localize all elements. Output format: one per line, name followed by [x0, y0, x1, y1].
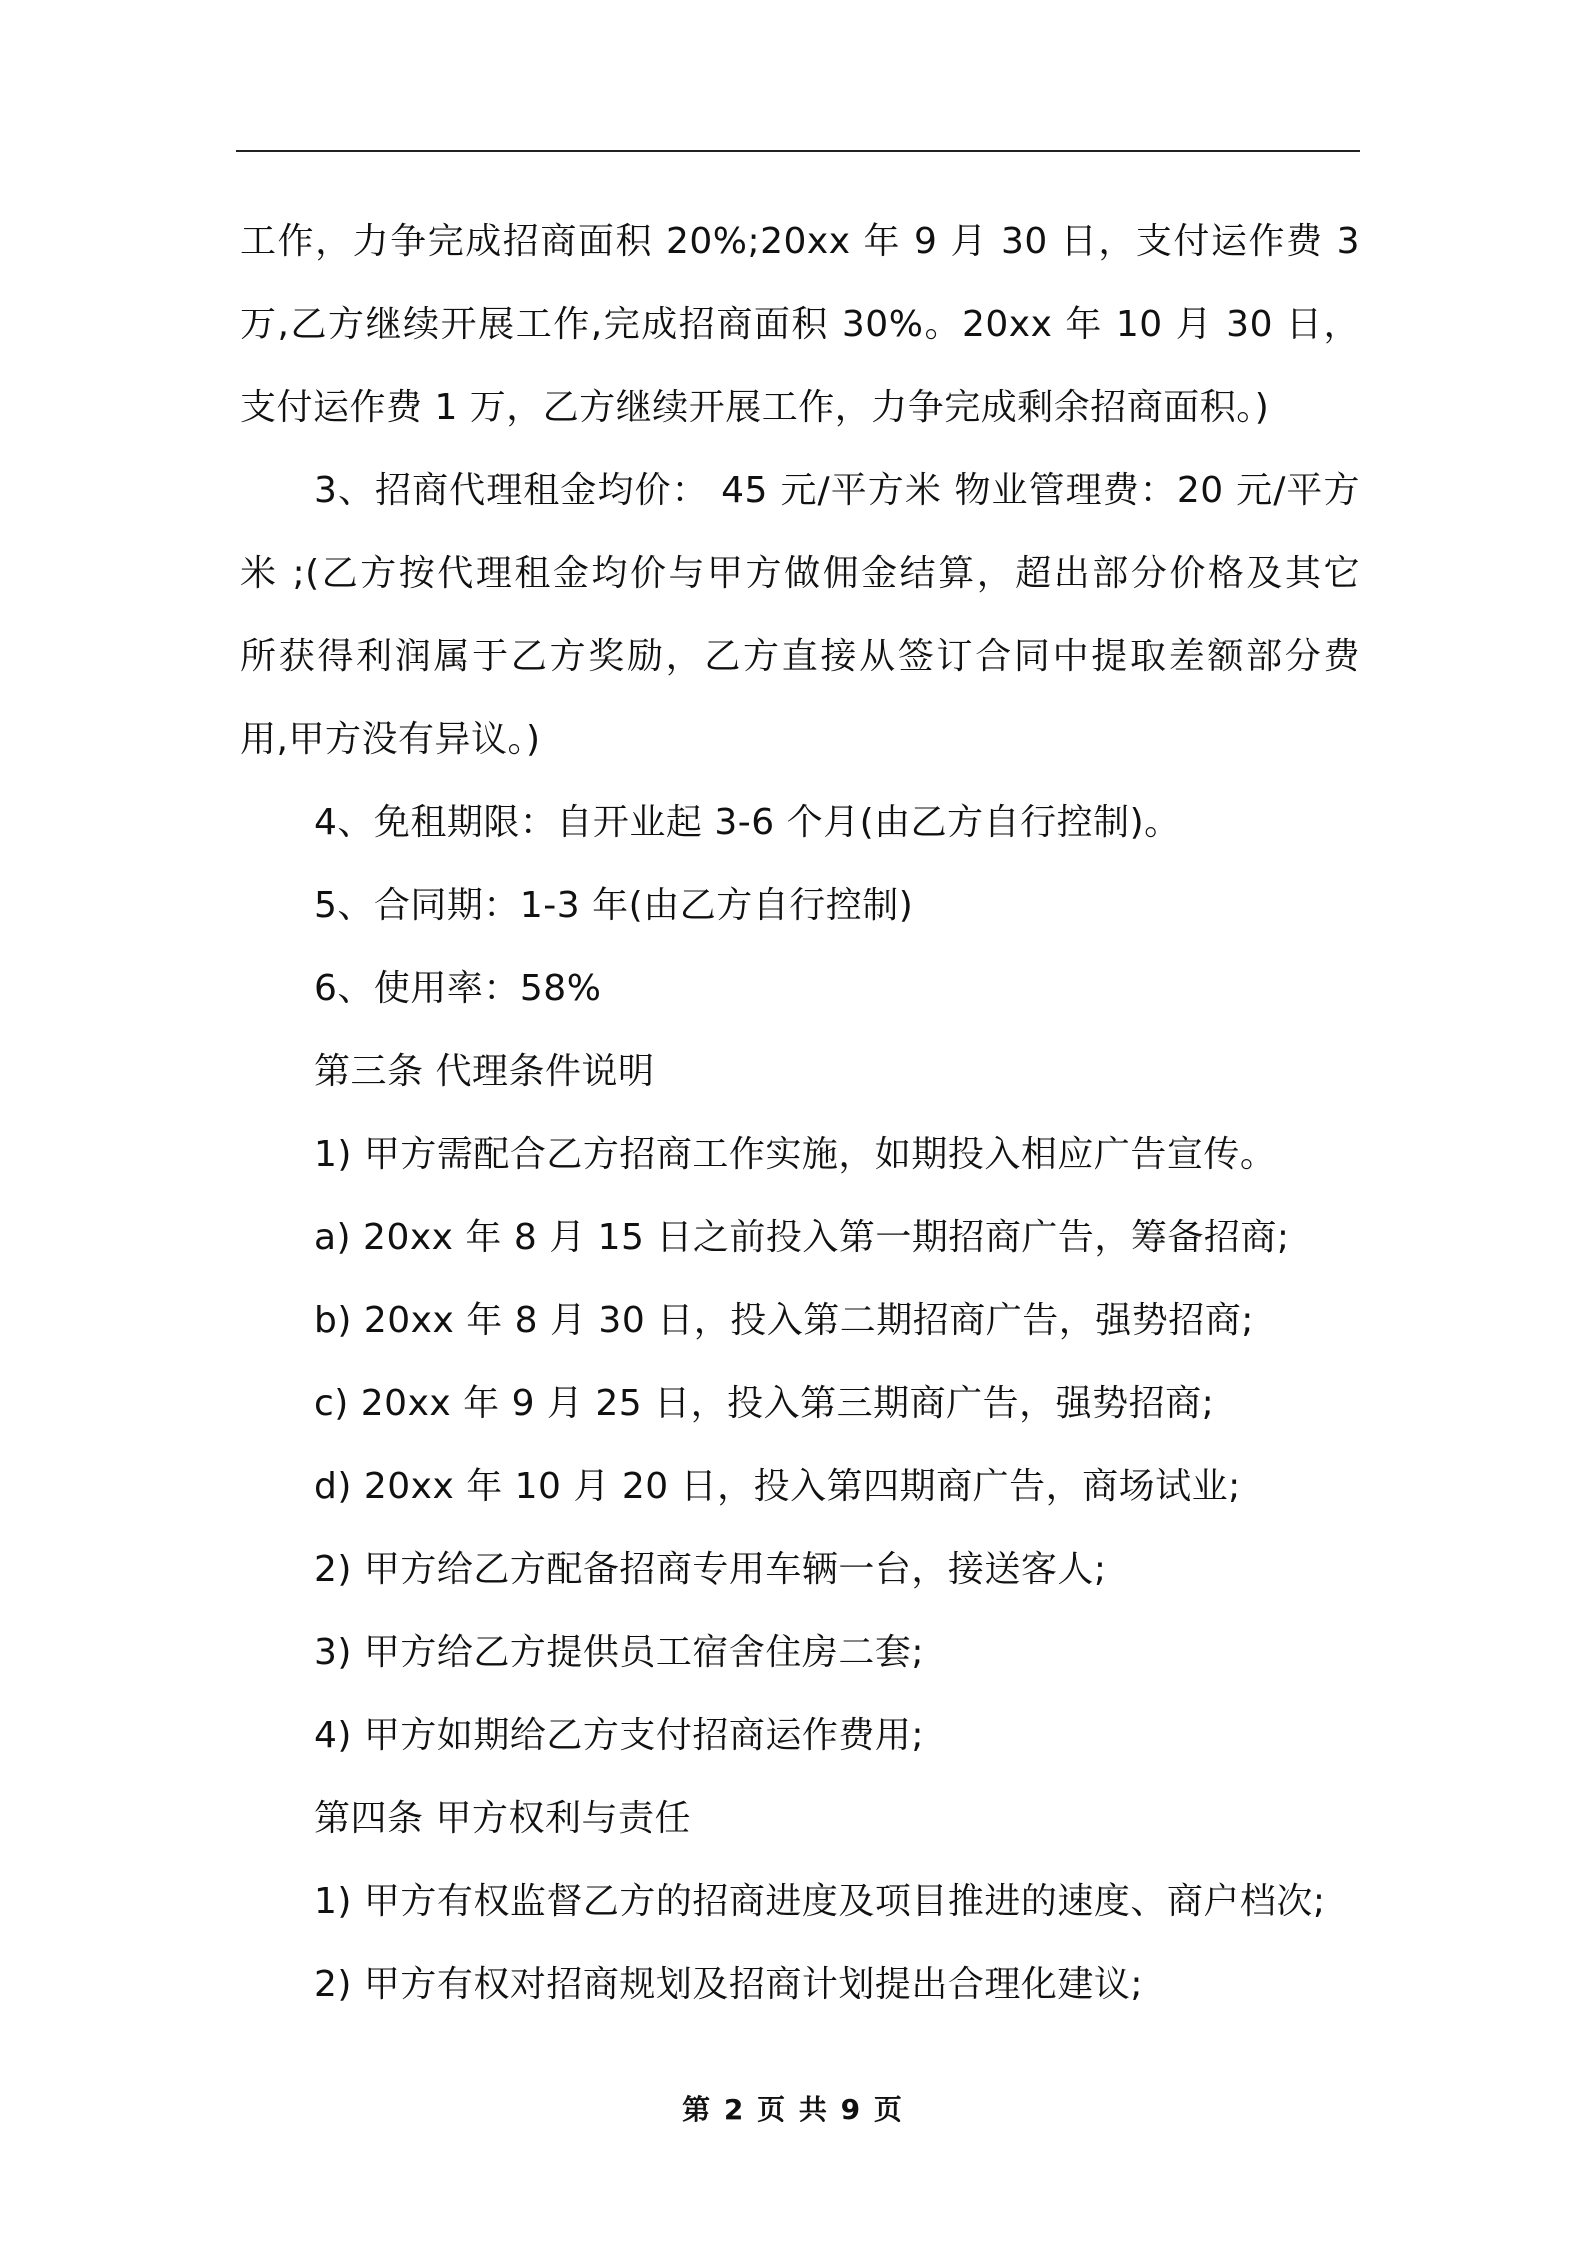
document-body — [240, 200, 1360, 2026]
paragraph-line: 米 ;(乙方按代理租金均价与甲方做佣金结算，超出部分价格及其它 — [240, 553, 1360, 594]
list-item: 2) 甲方给乙方配备招商专用车辆一台，接送客人; — [314, 1549, 1107, 1590]
list-item: 1) 甲方需配合乙方招商工作实施，如期投入相应广告宣传。 — [314, 1134, 1277, 1175]
list-item: 1) 甲方有权监督乙方的招商进度及项目推进的速度、商户档次; — [314, 1881, 1326, 1922]
paragraph-line: 3、招商代理租金均价： 45 元/平方米 物业管理费：20 元/平方 — [314, 470, 1360, 511]
paragraph-line: 工作，力争完成招商面积 20%;20xx 年 9 月 30 日，支付运作费 3 — [240, 221, 1360, 262]
section-heading: 第三条 代理条件说明 — [314, 1051, 655, 1092]
paragraph-line: 支付运作费 1 万，乙方继续开展工作，力争完成剩余招商面积。) — [240, 387, 1270, 428]
section-heading: 第四条 甲方权利与责任 — [314, 1798, 691, 1839]
list-item: c) 20xx 年 9 月 25 日，投入第三期商广告，强势招商; — [314, 1383, 1215, 1424]
list-item: 4) 甲方如期给乙方支付招商运作费用; — [314, 1715, 925, 1756]
paragraph-line: 用,甲方没有异议。) — [240, 719, 541, 760]
list-item: 2) 甲方有权对招商规划及招商计划提出合理化建议; — [314, 1964, 1144, 2005]
list-item: a) 20xx 年 8 月 15 日之前投入第一期招商广告，筹备招商; — [314, 1217, 1290, 1258]
list-item: 5、合同期：1-3 年(由乙方自行控制) — [314, 885, 914, 926]
list-item: 3) 甲方给乙方提供员工宿舍住房二套; — [314, 1632, 925, 1673]
paragraph-line: 万,乙方继续开展工作,完成招商面积 30%。20xx 年 10 月 30 日， — [240, 304, 1360, 345]
header-rule — [236, 150, 1360, 152]
page-number: 第 2 页 共 9 页 — [682, 2093, 904, 2126]
paragraph-line: 所获得利润属于乙方奖励，乙方直接从签订合同中提取差额部分费 — [240, 636, 1360, 677]
list-item: 6、使用率：58% — [314, 968, 602, 1009]
list-item: 4、免租期限：自开业起 3-6 个月(由乙方自行控制)。 — [314, 802, 1181, 843]
list-item: b) 20xx 年 8 月 30 日，投入第二期招商广告，强势招商; — [314, 1300, 1254, 1341]
list-item: d) 20xx 年 10 月 20 日，投入第四期商广告，商场试业; — [314, 1466, 1241, 1507]
